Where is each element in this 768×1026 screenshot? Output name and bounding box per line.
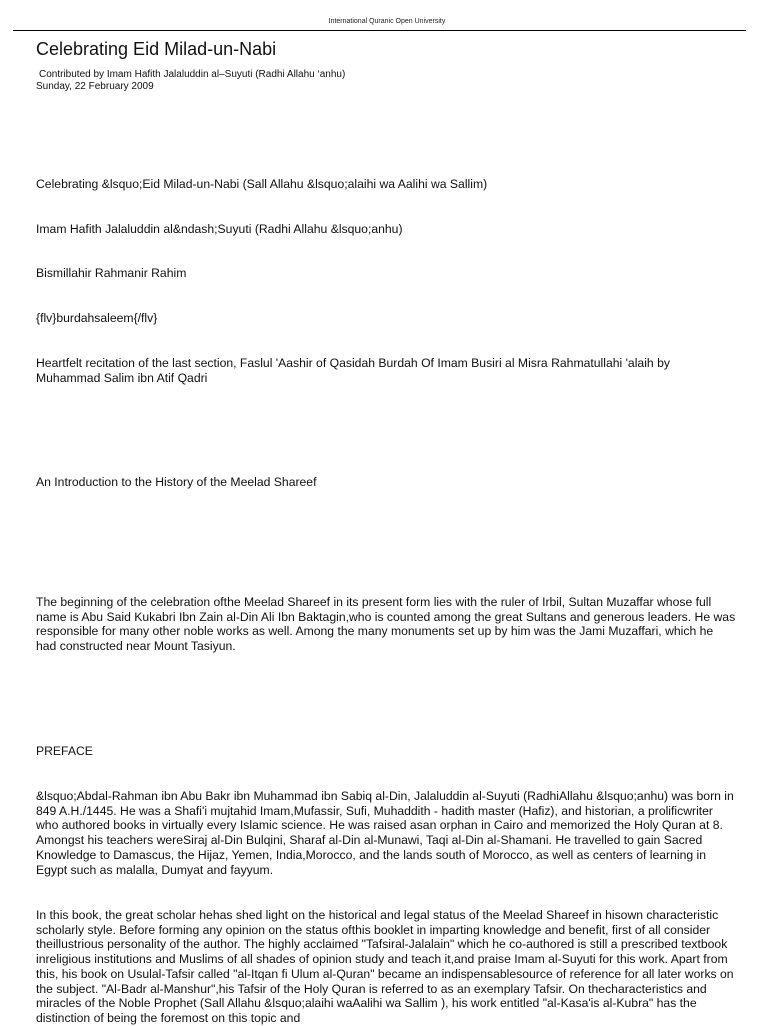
paragraph-preface-biography: &lsquo;Abdal-Rahman ibn Abu Bakr ibn Muhammad ibn Sabiq al-Din, Jalaluddin al-Suyuti (RadhiAllahu &lsquo;anhu) was born in 849 A.H./1445. He was a Shafi'i mujtahid Imam,Mufassir, Sufi, Muhaddith - hadith master (Hafiz), and historian, a prolificwriter who authored books in virtually every Islamic science. He was raised asan orphan in Cairo and memorized the Holy Quran at 8. Amongst his teachers wereSiraj al-Din Bulqini, Sharaf al-Din al-Munawi, Taqi al-Din al-Shamani. He travelled to gain Sacred Knowledge to Damascus, the Hijaz, Yemen, India,Morocco, and the lands south of Morocco, as well as centers of learning in Egypt such as malalla, Dumyat and fayyum. bbox=[36, 789, 734, 877]
header-divider bbox=[13, 30, 746, 31]
contributor-line: Contributed by Imam Hafith Jalaluddin al–Suyuti (Radhi Allahu ‘anhu) bbox=[39, 69, 346, 80]
article-title: Celebrating Eid Milad-un-Nabi bbox=[36, 39, 277, 59]
publish-date: Sunday, 22 February 2009 bbox=[36, 81, 154, 92]
paragraph-video-embed-tag: {flv}burdahsaleem{/flv} bbox=[36, 311, 158, 325]
paragraph-history: The beginning of the celebration ofthe Meelad Shareef in its present form lies with the ruler of Irbil, Sultan Muzaffar whose full name is Abu Said Kukabri Ibn Zain al-Din Ali Ibn Baktagin,who is counted among the great Sultans and generous leaders. He was responsible for many other noble works as well. Among the many monuments set up by him was the Jami Muzaffari, which he had constructed near Mount Tasiyun. bbox=[36, 595, 736, 654]
paragraph-recitation-note: Heartfelt recitation of the last section, Faslul 'Aashir of Qasidah Burdah Of Imam Busiri al Misra Rahmatullahi 'alaih by Muhammad Salim ibn Atif Qadri bbox=[36, 356, 670, 385]
paragraph-bismillah: Bismillahir Rahmanir Rahim bbox=[36, 266, 187, 280]
section-heading-preface: PREFACE bbox=[36, 744, 93, 758]
section-heading-history: An Introduction to the History of the Meelad Shareef bbox=[36, 475, 317, 489]
paragraph-author-line: Imam Hafith Jalaluddin al&ndash;Suyuti (Radhi Allahu &lsquo;anhu) bbox=[36, 222, 403, 236]
paragraph-preface-book: In this book, the great scholar hehas shed light on the historical and legal status of the Meelad Shareef in hisown characteristic scholarly style. Before forming any opinion on the status ofthis booklet in imparting knowledge and benefit, first of all consider theillustrious personality of the author. The highly acclaimed "Tafsiral-Jalalain" which he co-authored is still a prescribed textbook inreligious institutions and Muslims of all shades of opinion study and teach it,and praise Imam al-Suyuti for this work. Apart from this, his book on Usulal-Tafsir called "al-Itqan fi Ulum al-Quran" became an indispensablesource of reference for all later works on the subject. "Al-Badr al-Manshur",his Tafsir of the Holy Quran is referred to as an exemplary Tafsir. On thecharacteristics and miracles of the Noble Prophet (Sall Allahu &lsquo;alaihi waAalihi wa Sallim ), his work entitled "al-Kasa'is al-Kubra" has the distinction of being the foremost on this topic and bbox=[36, 908, 734, 1025]
page-header-source: International Quranic Open University bbox=[328, 18, 446, 25]
paragraph-heading-celebrating: Celebrating &lsquo;Eid Milad-un-Nabi (Sall Allahu &lsquo;alaihi wa Aalihi wa Sallim) bbox=[36, 177, 488, 191]
